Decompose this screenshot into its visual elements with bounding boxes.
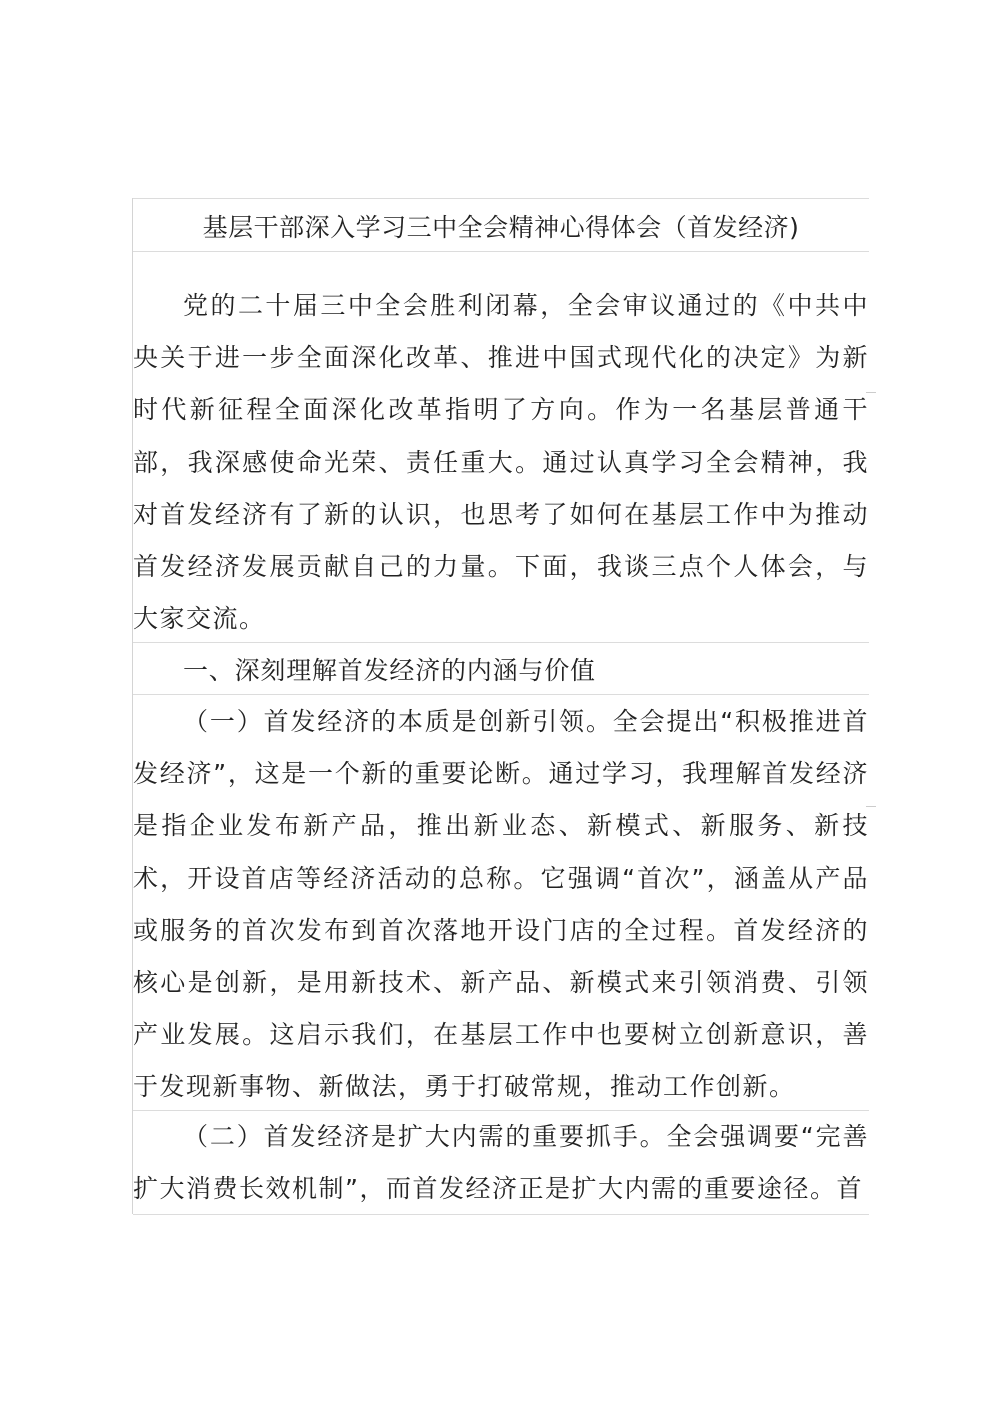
- divider-after-title: [133, 251, 869, 252]
- divider-top: [133, 198, 869, 199]
- divider-after-heading: [133, 694, 869, 695]
- intro-paragraph: 党的二十届三中全会胜利闭幕，全会审议通过的《中共中央关于进一步全面深化改革、推进中国式现代化的决定》为新时代新征程全面深化改革指明了方向。作为一名基层普通干部，我深感使命光荣、责任重大。通过认真学习全会精神，我对首发经济有了新的认识，也思考了如何在基层工作中为推动首发经济发展贡献自己的力量。下面，我谈三点个人体会，与大家交流。: [133, 291, 869, 634]
- margin-tick-mark: [866, 392, 876, 393]
- divider-before-heading: [133, 642, 869, 643]
- margin-tick-mark: [866, 806, 876, 807]
- document-title: 基层干部深入学习三中全会精神心得体会（首发经济): [202, 213, 800, 242]
- subsection-paragraph-1: （一）首发经济的本质是创新引领。全会提出“积极推进首发经济”，这是一个新的重要论断。通过学习，我理解首发经济是指企业发布新产品，推出新业态、新模式、新服务、新技术，开设首店等经济活动的总称。它强调“首次”，涵盖从产品或服务的首次发布到首次落地开设门店的全过程。首发经济的核心是创新，是用新技术、新产品、新模式来引领消费、引领产业发展。这启示我们，在基层工作中也要树立创新意识，善于发现新事物、新做法，勇于打破常规，推动工作创新。: [133, 707, 869, 1102]
- section-heading: 一、深刻理解首发经济的内涵与价值: [183, 656, 596, 685]
- subsection-paragraph-2: （二）首发经济是扩大内需的重要抓手。全会强调要“完善扩大消费长效机制”，而首发经济正是扩大内需的重要途径。首: [133, 1122, 869, 1204]
- divider-bottom: [133, 1214, 869, 1215]
